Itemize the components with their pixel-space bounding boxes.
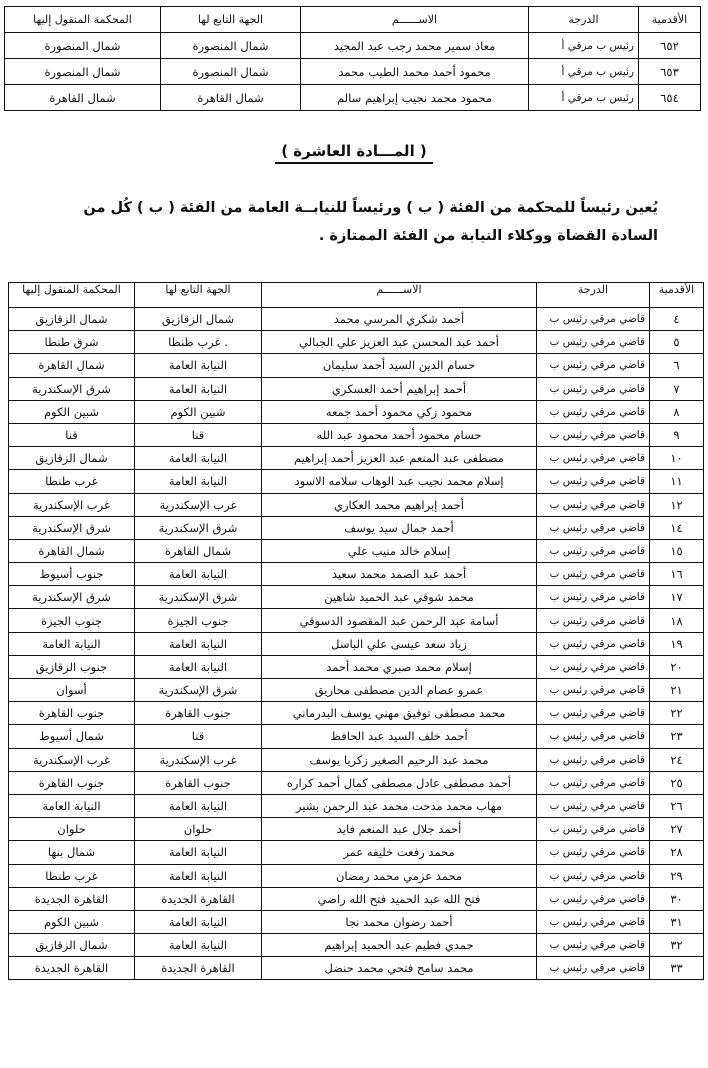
table-row: [9, 957, 704, 980]
court-cell: شمال المنصورة: [5, 59, 161, 85]
court-cell: شمال الزقازيق: [9, 447, 135, 470]
department-cell: النيابة العامة: [135, 910, 262, 933]
table-row: [9, 377, 704, 400]
court-cell: جنوب أسيوط: [9, 563, 135, 586]
table-row: [9, 470, 704, 493]
court-cell: شمال الزقازيق: [9, 934, 135, 957]
grade-cell: قاضي مرقي رئيس ب: [537, 887, 650, 910]
grade-cell: رئيس ب مرقي أ: [529, 33, 639, 59]
seniority-cell: ٦٥٤: [639, 85, 701, 111]
top-table-body: [5, 33, 701, 111]
grade-cell: قاضي مرقي رئيس ب: [537, 771, 650, 794]
grade-cell: قاضي مرقي رئيس ب: [537, 470, 650, 493]
grade-cell: رئيس ب مرقي أ: [529, 85, 639, 111]
court-cell: شمال القاهرة: [5, 85, 161, 111]
header-seniority: الأقدمية: [650, 283, 704, 308]
grade-cell: قاضي مرقي رئيس ب: [537, 864, 650, 887]
seniority-cell: ٢٣: [650, 725, 704, 748]
department-cell: غرب الإسكندرية: [135, 493, 262, 516]
name-cell: عمرو عصام الدين مصطفى محاريق: [262, 679, 537, 702]
department-cell: القاهرة الجديدة: [135, 957, 262, 980]
table-row: [9, 910, 704, 933]
grade-cell: قاضي مرقي رئيس ب: [537, 400, 650, 423]
table-row: [9, 586, 704, 609]
top-table: [4, 6, 701, 111]
table-row: [9, 423, 704, 446]
court-cell: شمال أسيوط: [9, 725, 135, 748]
table-row: [9, 516, 704, 539]
court-cell: القاهرة الجديدة: [9, 887, 135, 910]
department-cell: شرق الإسكندرية: [135, 679, 262, 702]
seniority-cell: ٦٥٣: [639, 59, 701, 85]
table-row: [9, 841, 704, 864]
court-cell: جنوب القاهرة: [9, 702, 135, 725]
department-cell: حلوان: [135, 818, 262, 841]
table-row: [9, 702, 704, 725]
header-grade: الدرجة: [529, 7, 639, 33]
name-cell: محمود أحمد محمد الطيب محمد: [301, 59, 529, 85]
table-row: [9, 655, 704, 678]
court-cell: شمال القاهرة: [9, 354, 135, 377]
seniority-cell: ١١: [650, 470, 704, 493]
department-cell: شمال المنصورة: [161, 59, 301, 85]
grade-cell: قاضي مرقي رئيس ب: [537, 794, 650, 817]
name-cell: فتح الله عبد الحميد فتح الله راضي: [262, 887, 537, 910]
header-department: الجهة التابع لها: [161, 7, 301, 33]
court-cell: غرب طنطا: [9, 864, 135, 887]
court-cell: حلوان: [9, 818, 135, 841]
grade-cell: قاضي مرقي رئيس ب: [537, 493, 650, 516]
department-cell: . غرب طنطا: [135, 331, 262, 354]
grade-cell: قاضي مرقي رئيس ب: [537, 957, 650, 980]
name-cell: حمدي فطيم عبد الحميد إبراهيم: [262, 934, 537, 957]
grade-cell: قاضي مرقي رئيس ب: [537, 539, 650, 562]
article-heading: [0, 142, 708, 160]
table-row: [9, 539, 704, 562]
name-cell: أحمد جمال سيد يوسف: [262, 516, 537, 539]
grade-cell: قاضي مرقي رئيس ب: [537, 516, 650, 539]
court-cell: شرق الإسكندرية: [9, 586, 135, 609]
court-cell: جنوب الزقازيق: [9, 655, 135, 678]
seniority-cell: ٢٩: [650, 864, 704, 887]
seniority-cell: ٣٠: [650, 887, 704, 910]
table-row: [9, 354, 704, 377]
header-name: الاســــــم: [301, 7, 529, 33]
grade-cell: قاضي مرقي رئيس ب: [537, 308, 650, 331]
name-cell: مصطفى عبد المنعم عبد العزيز أحمد إبراهيم: [262, 447, 537, 470]
department-cell: جنوب القاهرة: [135, 702, 262, 725]
grade-cell: قاضي مرقي رئيس ب: [537, 725, 650, 748]
court-cell: شرق طنطا: [9, 331, 135, 354]
table-row: [9, 447, 704, 470]
department-cell: النيابة العامة: [135, 470, 262, 493]
grade-cell: قاضي مرقي رئيس ب: [537, 818, 650, 841]
department-cell: شمال القاهرة: [135, 539, 262, 562]
department-cell: جنوب الجيزة: [135, 609, 262, 632]
name-cell: محمود محمد نجيب إبراهيم سالم: [301, 85, 529, 111]
seniority-cell: ١٤: [650, 516, 704, 539]
department-cell: شبين الكوم: [135, 400, 262, 423]
grade-cell: قاضي مرقي رئيس ب: [537, 841, 650, 864]
department-cell: النيابة العامة: [135, 864, 262, 887]
table-row: [9, 563, 704, 586]
table-row: [5, 59, 701, 85]
header-department: الجهة التابع لها: [135, 283, 262, 308]
court-cell: النيابة العامة: [9, 632, 135, 655]
table-row: [9, 400, 704, 423]
seniority-cell: ٢٧: [650, 818, 704, 841]
name-cell: محمد سامح فتحي محمد حنضل: [262, 957, 537, 980]
name-cell: أحمد عبد المحسن عبد العزيز علي الجبالي: [262, 331, 537, 354]
name-cell: محمد عزمي محمد رمضان: [262, 864, 537, 887]
court-cell: شرق الإسكندرية: [9, 516, 135, 539]
header-court: المحكمة المنقول إليها: [5, 7, 161, 33]
seniority-cell: ١٢: [650, 493, 704, 516]
table-row: [9, 632, 704, 655]
header-grade: الدرجة: [537, 283, 650, 308]
department-cell: النيابة العامة: [135, 354, 262, 377]
department-cell: النيابة العامة: [135, 632, 262, 655]
seniority-cell: ٣٢: [650, 934, 704, 957]
seniority-cell: ١٩: [650, 632, 704, 655]
court-cell: القاهرة الجديدة: [9, 957, 135, 980]
grade-cell: قاضي مرقي رئيس ب: [537, 423, 650, 446]
department-cell: شمال المنصورة: [161, 33, 301, 59]
court-cell: غرب طنطا: [9, 470, 135, 493]
name-cell: معاذ سمير محمد رجب عبد المجيد: [301, 33, 529, 59]
name-cell: محمد عبد الرحيم الصغير زكريا يوسف: [262, 748, 537, 771]
court-cell: أسوان: [9, 679, 135, 702]
seniority-cell: ٨: [650, 400, 704, 423]
name-cell: إسلام محمد صبري محمد أحمد: [262, 655, 537, 678]
seniority-cell: ٤: [650, 308, 704, 331]
seniority-cell: ٢٠: [650, 655, 704, 678]
court-cell: قنا: [9, 423, 135, 446]
court-cell: شمال المنصورة: [5, 33, 161, 59]
grade-cell: قاضي مرقي رئيس ب: [537, 563, 650, 586]
name-cell: زياد سعد عيسى علي الباسل: [262, 632, 537, 655]
header-name: الاســــــم: [262, 283, 537, 308]
table-row: [9, 818, 704, 841]
article-heading-text: ( المـــادة العاشرة ): [275, 142, 433, 164]
seniority-cell: ٦: [650, 354, 704, 377]
name-cell: محمد مصطفى توفيق مهني يوسف البدرماني: [262, 702, 537, 725]
department-cell: قنا: [135, 423, 262, 446]
table-row: [9, 493, 704, 516]
grade-cell: قاضي مرقي رئيس ب: [537, 679, 650, 702]
name-cell: أحمد شكري المرسي محمد: [262, 308, 537, 331]
seniority-cell: ١٨: [650, 609, 704, 632]
main-table-body: [9, 308, 704, 980]
department-cell: النيابة العامة: [135, 841, 262, 864]
department-cell: جنوب القاهرة: [135, 771, 262, 794]
name-cell: حسام الدين السيد أحمد سليمان: [262, 354, 537, 377]
department-cell: النيابة العامة: [135, 794, 262, 817]
article-paragraph: يُعين رئيساً للمحكمة من الفئة ( ب ) ورئيساً للنيابــة العامة من الفئة ( ب ) كُل من السادة القضاة ووكلاء النيابة من الفئة الممتازة .: [83, 200, 658, 244]
name-cell: إسلام خالد منيب علي: [262, 539, 537, 562]
department-cell: شرق الإسكندرية: [135, 516, 262, 539]
court-cell: النيابة العامة: [9, 794, 135, 817]
seniority-cell: ٢٢: [650, 702, 704, 725]
seniority-cell: ١٧: [650, 586, 704, 609]
seniority-cell: ٦٥٢: [639, 33, 701, 59]
department-cell: النيابة العامة: [135, 447, 262, 470]
court-cell: غرب الإسكندرية: [9, 748, 135, 771]
seniority-cell: ١٦: [650, 563, 704, 586]
grade-cell: قاضي مرقي رئيس ب: [537, 354, 650, 377]
court-cell: شبين الكوم: [9, 400, 135, 423]
header-seniority: الأقدمية: [639, 7, 701, 33]
seniority-cell: ٢٥: [650, 771, 704, 794]
department-cell: شمال الزقازيق: [135, 308, 262, 331]
header-court: المحكمة المنقول إليها: [9, 283, 135, 308]
table-row: [9, 331, 704, 354]
grade-cell: قاضي مرقي رئيس ب: [537, 586, 650, 609]
table-row: [9, 609, 704, 632]
name-cell: أحمد رضوان محمد نجا: [262, 910, 537, 933]
court-cell: شبين الكوم: [9, 910, 135, 933]
seniority-cell: ٧: [650, 377, 704, 400]
name-cell: أسامة عبد الرحمن عبد المقصود الدسوقي: [262, 609, 537, 632]
seniority-cell: ٩: [650, 423, 704, 446]
table-row: [9, 748, 704, 771]
court-cell: شمال القاهرة: [9, 539, 135, 562]
seniority-cell: ٥: [650, 331, 704, 354]
grade-cell: قاضي مرقي رئيس ب: [537, 934, 650, 957]
grade-cell: قاضي مرقي رئيس ب: [537, 910, 650, 933]
department-cell: النيابة العامة: [135, 655, 262, 678]
name-cell: أحمد عبد الصمد محمد سعيد: [262, 563, 537, 586]
grade-cell: قاضي مرقي رئيس ب: [537, 377, 650, 400]
table-row: [9, 934, 704, 957]
table-row: [9, 725, 704, 748]
name-cell: إسلام محمد نجيب عبد الوهاب سلامه الاسود: [262, 470, 537, 493]
name-cell: محمد رفعت خليفه عمر: [262, 841, 537, 864]
table-row: [9, 887, 704, 910]
name-cell: محمد شوقي عبد الحميد شاهين: [262, 586, 537, 609]
department-cell: قنا: [135, 725, 262, 748]
name-cell: محمود زكي محمود أحمد جمعه: [262, 400, 537, 423]
court-cell: شمال الزقازيق: [9, 308, 135, 331]
name-cell: مهاب محمد مدحت محمد عبد الرحمن بشير: [262, 794, 537, 817]
grade-cell: قاضي مرقي رئيس ب: [537, 447, 650, 470]
grade-cell: قاضي مرقي رئيس ب: [537, 632, 650, 655]
table-row: [9, 308, 704, 331]
name-cell: أحمد خلف السيد عبد الحافظ: [262, 725, 537, 748]
seniority-cell: ٣١: [650, 910, 704, 933]
name-cell: أحمد جلال عبد المنعم فايد: [262, 818, 537, 841]
main-table-header-row: [9, 283, 704, 308]
table-row: [5, 33, 701, 59]
court-cell: جنوب القاهرة: [9, 771, 135, 794]
main-table: [8, 282, 704, 980]
top-table-header-row: [5, 7, 701, 33]
name-cell: أحمد إبراهيم أحمد العسكري: [262, 377, 537, 400]
department-cell: النيابة العامة: [135, 934, 262, 957]
table-row: [9, 771, 704, 794]
department-cell: شرق الإسكندرية: [135, 586, 262, 609]
seniority-cell: ١٠: [650, 447, 704, 470]
table-row: [9, 679, 704, 702]
table-row: [9, 794, 704, 817]
grade-cell: قاضي مرقي رئيس ب: [537, 702, 650, 725]
court-cell: غرب الإسكندرية: [9, 493, 135, 516]
table-row: [5, 85, 701, 111]
court-cell: جنوب الجيزة: [9, 609, 135, 632]
grade-cell: رئيس ب مرقي أ: [529, 59, 639, 85]
department-cell: شمال القاهرة: [161, 85, 301, 111]
table-row: [9, 864, 704, 887]
seniority-cell: ٢٨: [650, 841, 704, 864]
name-cell: أحمد إبراهيم محمد العكاري: [262, 493, 537, 516]
department-cell: غرب الإسكندرية: [135, 748, 262, 771]
grade-cell: قاضي مرقي رئيس ب: [537, 655, 650, 678]
name-cell: حسام محمود أحمد محمود عبد الله: [262, 423, 537, 446]
seniority-cell: ٢٤: [650, 748, 704, 771]
seniority-cell: ٣٣: [650, 957, 704, 980]
court-cell: شرق الإسكندرية: [9, 377, 135, 400]
court-cell: شمال بنها: [9, 841, 135, 864]
grade-cell: قاضي مرقي رئيس ب: [537, 609, 650, 632]
grade-cell: قاضي مرقي رئيس ب: [537, 331, 650, 354]
seniority-cell: ١٥: [650, 539, 704, 562]
seniority-cell: ٢٦: [650, 794, 704, 817]
name-cell: أحمد مصطفى عادل مصطفى كمال أحمد كراره: [262, 771, 537, 794]
department-cell: النيابة العامة: [135, 377, 262, 400]
department-cell: القاهرة الجديدة: [135, 887, 262, 910]
department-cell: النيابة العامة: [135, 563, 262, 586]
seniority-cell: ٢١: [650, 679, 704, 702]
grade-cell: قاضي مرقي رئيس ب: [537, 748, 650, 771]
